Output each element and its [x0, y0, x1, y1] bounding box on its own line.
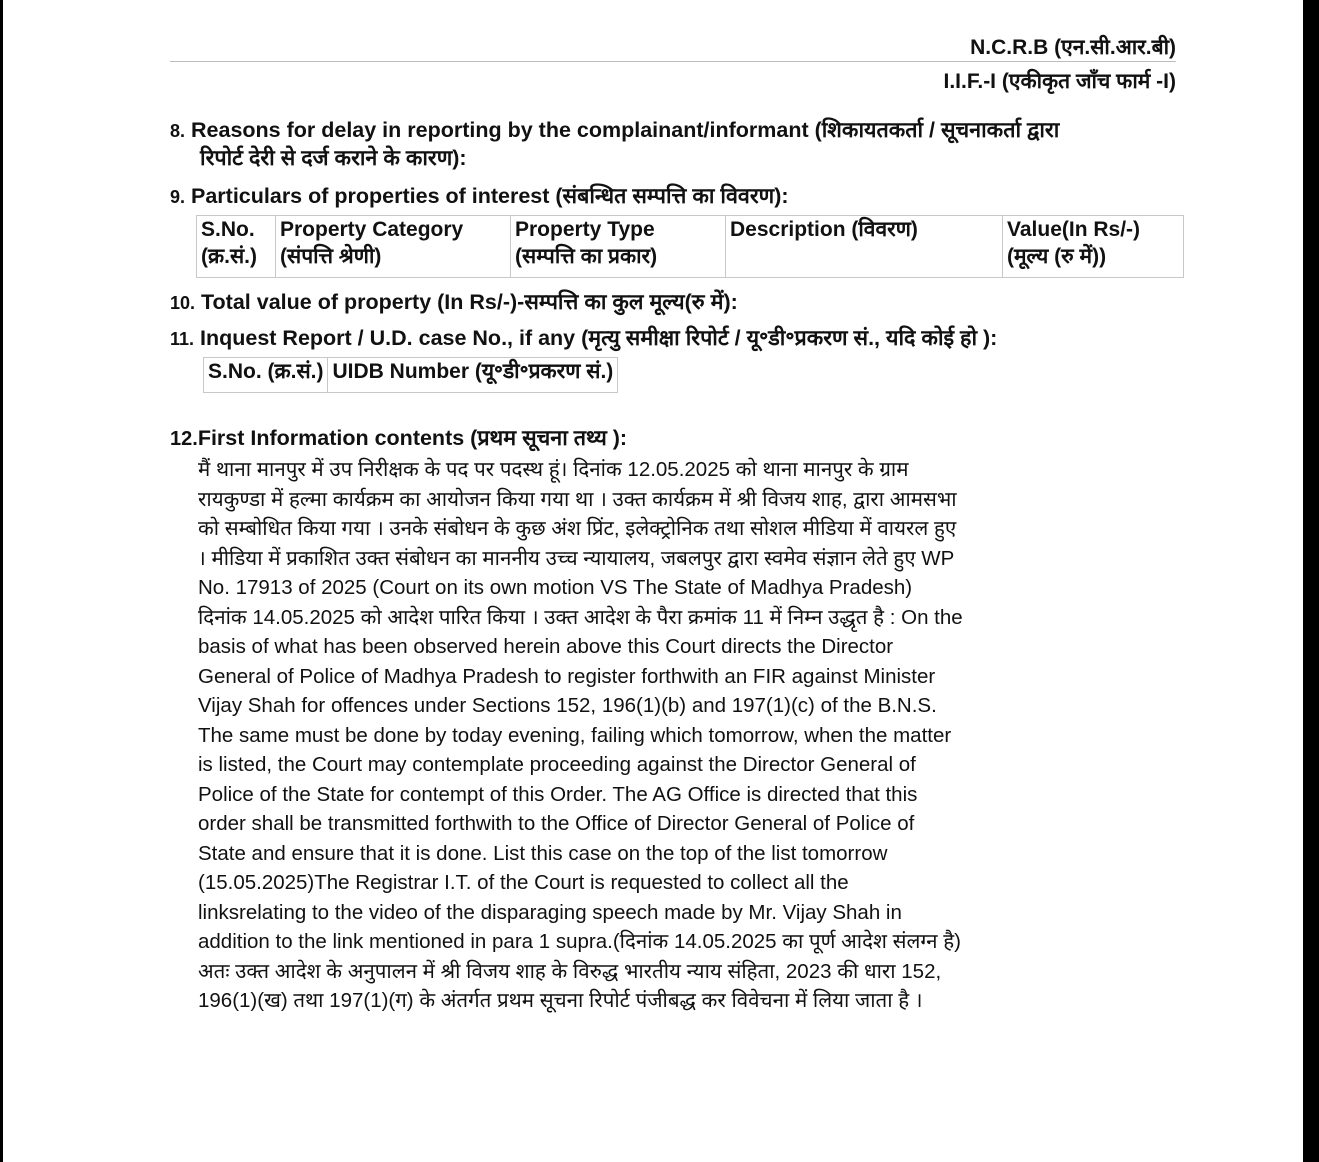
form-header: I.I.F.-I (एकीकृत जाँच फार्म -I) [943, 70, 1176, 93]
fic-line: को सम्बोधित किया गया । उनके संबोधन के कुछ अंश प्रिंट, इलेक्ट्रोनिक तथा सोशल मीडिया में वायरल हुए [198, 517, 957, 540]
fic-line: order shall be transmitted forthwith to the Office of Director General of Police of [198, 812, 915, 835]
section-9 [170, 182, 789, 211]
fic-line: is listed, the Court may contemplate proceeding against the Director General of [198, 753, 916, 776]
property-table [196, 215, 1184, 278]
fic-line: अतः उक्त आदेश के अनुपालन में श्री विजय शाह के विरुद्ध भारतीय न्याय संहिता, 2023 की धारा 152, [198, 959, 942, 983]
uidb-table [203, 357, 618, 393]
fic-line: 196(1)(ख) तथा 197(1)(ग) के अंतर्गत प्रथम सूचना रिपोर्ट पंजीबद्ध कर विवेचना में लिया जाता है । [198, 989, 923, 1012]
fic-line: दिनांक 14.05.2025 को आदेश पारित किया । उक्त आदेश के पैरा क्रमांक 11 में निम्न उद्धृत है : On the [198, 605, 963, 629]
section-8-title: Reasons for delay in reporting by the complainant/informant (शिकायतकर्ता / सूचनाकर्ता द्वारा [191, 118, 1060, 142]
section-8-number: 8. [170, 121, 186, 141]
col-description: Description (विवरण) [726, 216, 1003, 278]
fic-line: The same must be done by today evening, failing which tomorrow, when the matter [198, 723, 952, 747]
fic-line: Police of the State for contempt of this Order. The AG Office is directed that this [198, 782, 918, 806]
section-11 [170, 324, 997, 353]
right-border [1303, 0, 1319, 1162]
fic-line: मैं थाना मानपुर में उप निरीक्षक के पद पर पदस्थ हूं। दिनांक 12.05.2025 को थाना मानपुर के ग्राम [198, 458, 909, 481]
header-divider [170, 61, 1176, 62]
col-property-type: Property Type (सम्पत्ति का प्रकार) [511, 216, 726, 278]
col-property-category: Property Category (संपत्ति श्रेणी) [276, 216, 511, 278]
section-8-title-cont: रिपोर्ट देरी से दर्ज कराने के कारण): [200, 146, 467, 170]
col-sno: S.No. (क्र.सं.) [197, 216, 276, 278]
section-11-title: Inquest Report / U.D. case No., if any (मृत्यु समीक्षा रिपोर्ट / यू॰डी॰प्रकरण सं., यदि कोई हो ): [200, 326, 998, 350]
ncrb-header: N.C.R.B (एन.सी.आर.बी) [970, 36, 1176, 59]
fic-line: (15.05.2025)The Registrar I.T. of the Court is requested to collect all the [198, 871, 849, 894]
fic-line: addition to the link mentioned in para 1 supra.(दिनांक 14.05.2025 का पूर्ण आदेश संलग्न है) [198, 930, 961, 953]
section-12-title: First Information contents (प्रथम सूचना तथ्य ): [197, 426, 628, 450]
fic-line: General of Police of Madhya Pradesh to register forthwith an FIR against Minister [198, 664, 936, 688]
fic-line: No. 17913 of 2025 (Court on its own motion VS The State of Madhya Pradesh) [198, 576, 913, 599]
section-9-title: Particulars of properties of interest (संबन्धित सम्पत्ति का विवरण): [191, 184, 789, 208]
section-8 [170, 116, 1059, 145]
section-10 [170, 288, 738, 317]
fic-line: State and ensure that it is done. List this case on the top of the list tomorrow [198, 841, 888, 865]
left-border [0, 0, 3, 1162]
col-value: Value(In Rs/-) (मूल्य (रु में)) [1003, 216, 1184, 278]
section-9-number: 9. [170, 187, 186, 207]
section-12-number: 12. [170, 428, 198, 450]
table-row [197, 216, 1184, 278]
col-sno: S.No. (क्र.सं.) [204, 358, 328, 393]
fic-line: linksrelating to the video of the disparaging speech made by Mr. Vijay Shah in [198, 900, 902, 924]
section-12 [170, 424, 627, 453]
fic-line: basis of what has been observed herein above this Court directs the Director [198, 635, 894, 658]
section-10-number: 10. [170, 293, 196, 313]
fic-line: रायकुण्डा में हल्मा कार्यक्रम का आयोजन किया गया था । उक्त कार्यक्रम में श्री विजय शाह, द्वारा आमसभा [198, 487, 957, 511]
section-10-title: Total value of property (In Rs/-)-सम्पत्ति का कुल मूल्य(रु में): [201, 290, 738, 314]
col-uidb-number: UIDB Number (यू॰डी॰प्रकरण सं.) [328, 358, 618, 393]
first-information-contents [198, 455, 1068, 1016]
fic-line: । मीडिया में प्रकाशित उक्त संबोधन का माननीय उच्च न्यायालय, जबलपुर द्वारा स्वमेव संज्ञान लेते हुए WP [198, 546, 955, 570]
section-11-number: 11. [170, 329, 195, 349]
table-row [204, 358, 618, 393]
fic-line: Vijay Shah for offences under Sections 152, 196(1)(b) and 197(1)(c) of the B.N.S. [198, 694, 937, 717]
